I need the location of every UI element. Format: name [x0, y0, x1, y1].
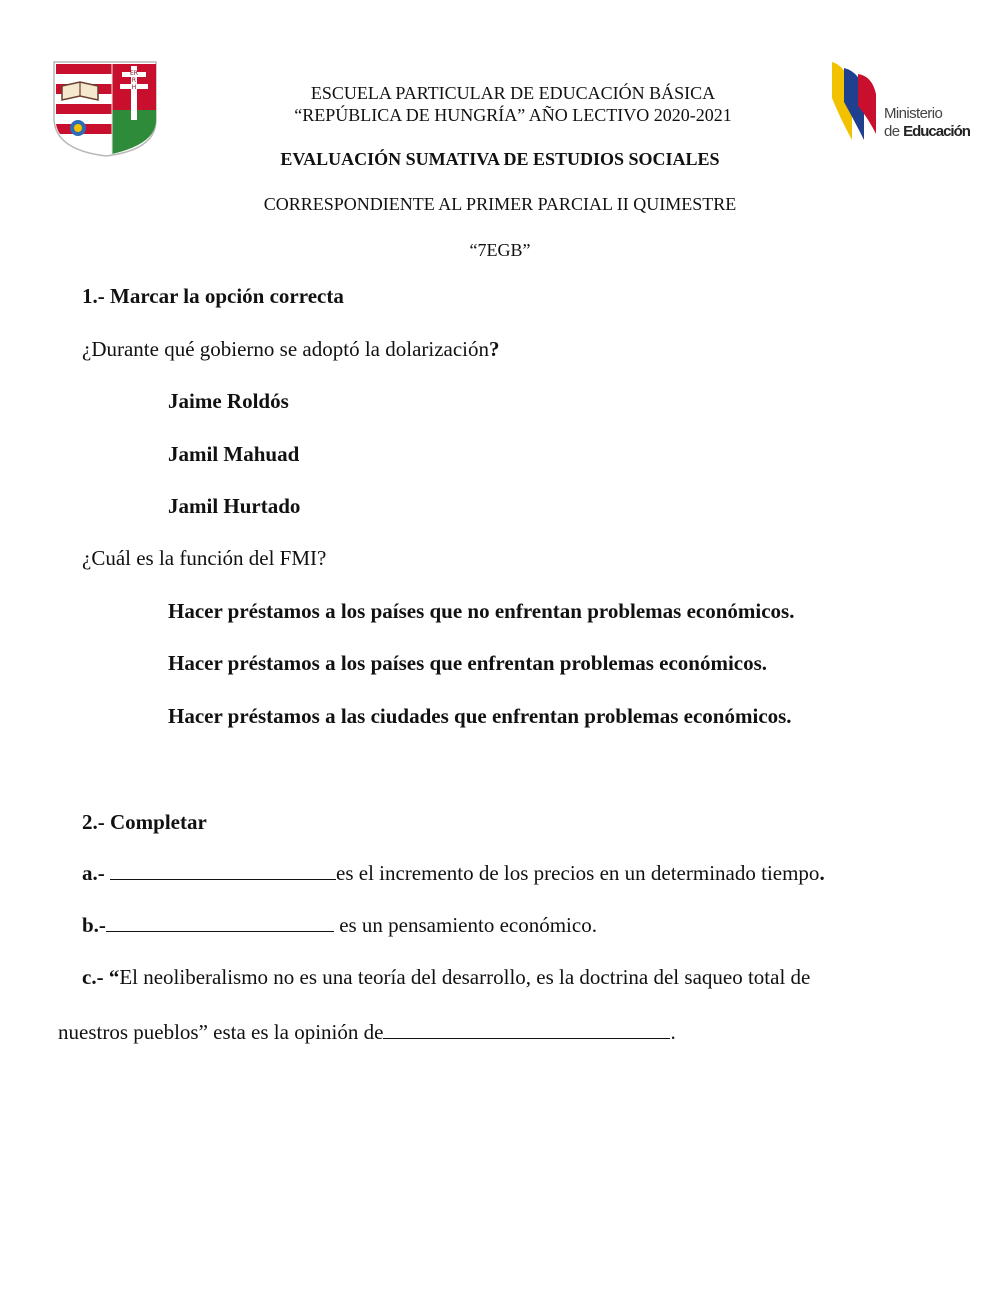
ministry-label-educacion: Educación: [903, 123, 970, 140]
question2-option[interactable]: Hacer préstamos a los países que enfrentan problemas económicos.: [168, 651, 768, 675]
fill-c-text-cont: nuestros pueblos” esta es la opinión de: [58, 1020, 384, 1044]
school-name-line1: ESCUELA PARTICULAR DE EDUCACIÓN BÁSICA: [310, 83, 716, 103]
fill-a-label: a.-: [82, 861, 110, 885]
fill-a-end: .: [819, 861, 825, 885]
exam-title: EVALUACIÓN SUMATIVA DE ESTUDIOS SOCIALES: [280, 149, 720, 169]
fill-c-text: El neoliberalismo no es una teoría del desarrollo, es la doctrina del saqueo total de: [119, 965, 811, 989]
fill-c-end: .: [670, 1020, 676, 1044]
fill-c-open-quote: “: [108, 965, 120, 989]
question1-option[interactable]: Jamil Mahuad: [168, 442, 300, 466]
section2-heading: 2.- Completar: [82, 810, 207, 834]
fill-b-text: es un pensamiento económico.: [333, 913, 597, 937]
ministry-label-de: de: [884, 123, 904, 140]
fill-item-b: [82, 913, 597, 938]
fill-item-a: [82, 861, 825, 886]
fill-a-blank[interactable]: [110, 878, 336, 880]
question2-option[interactable]: Hacer préstamos a las ciudades que enfrentan problemas económicos.: [168, 704, 792, 728]
grade-label: “7EGB”: [469, 240, 531, 260]
fill-b-blank[interactable]: [106, 930, 334, 932]
question2-text: ¿Cuál es la función del FMI?: [82, 546, 327, 570]
section1-heading: 1.- Marcar la opción correcta: [82, 284, 344, 308]
crest-lettering: ERRH: [130, 70, 138, 91]
question1-prefix: ¿Durante qué gobierno se adoptó la dolarización: [82, 337, 490, 361]
question1-mark: ?: [489, 337, 500, 361]
ministry-label-line2: [884, 124, 970, 140]
exam-subtitle: CORRESPONDIENTE AL PRIMER PARCIAL II QUIMESTRE: [263, 194, 737, 214]
fill-a-text: es el incremento de los precios en un determinado tiempo: [336, 861, 820, 885]
fill-b-label: b.-: [82, 913, 106, 937]
fill-item-c-line1: [82, 965, 810, 990]
fill-c-blank[interactable]: [383, 1037, 670, 1039]
question2-option[interactable]: Hacer préstamos a los países que no enfrentan problemas económicos.: [168, 599, 795, 623]
question1-text: [82, 337, 500, 362]
question1-option[interactable]: Jamil Hurtado: [168, 494, 301, 518]
fill-item-c-line2: [58, 1020, 676, 1045]
school-name-line2: “REPÚBLICA DE HUNGRÍA” AÑO LECTIVO 2020-2021: [294, 105, 732, 125]
fill-c-label: c.-: [82, 965, 109, 989]
ministry-label-line1: Ministerio: [884, 105, 943, 122]
question1-option[interactable]: Jaime Roldós: [168, 389, 289, 413]
